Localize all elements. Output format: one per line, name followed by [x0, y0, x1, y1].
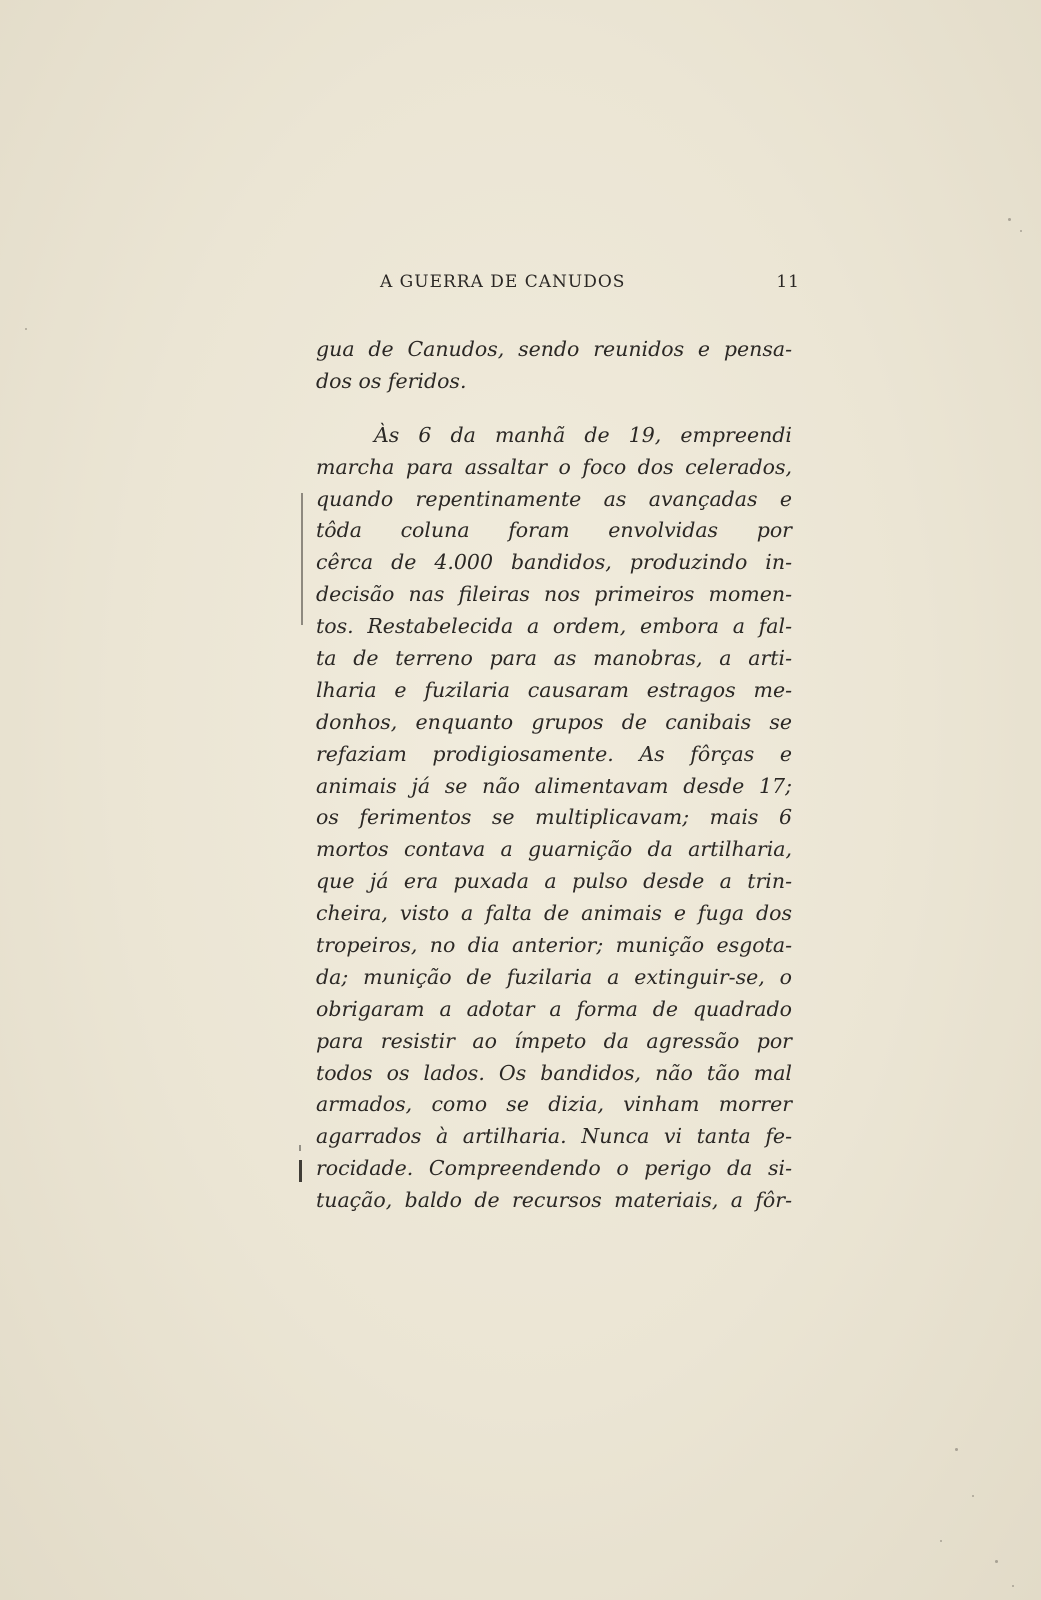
margin-ink-mark — [299, 1160, 302, 1182]
text-line: tos. Restabelecida a ordem, embora a fal- — [316, 614, 792, 639]
running-header — [380, 272, 800, 302]
paper-speck — [972, 1495, 974, 1497]
body-text — [316, 334, 792, 1217]
text-line: para resistir ao ímpeto da agressão por — [316, 1028, 792, 1053]
text-line: cheira, visto a falta de animais e fuga dos — [316, 901, 792, 926]
text-line: armados, como se dizia, vinham morrer — [316, 1092, 792, 1117]
paper-speck — [955, 1448, 958, 1451]
paper-speck — [1020, 230, 1022, 232]
text-line: quando repentinamente as avançadas e — [316, 486, 792, 511]
text-line: dos os feridos. — [316, 368, 467, 393]
page-number: 11 — [776, 272, 800, 292]
text-line: donhos, enquanto grupos de canibais se — [316, 709, 792, 734]
text-line: mortos contava a guarnição da artilharia, — [316, 837, 792, 862]
text-line: tôda coluna foram envolvidas por — [316, 518, 792, 543]
text-line: que já era puxada a pulso desde a trin- — [316, 869, 792, 894]
text-line: Às 6 da manhã de 19, empreendi — [374, 422, 792, 447]
margin-pencil-tick — [299, 1145, 301, 1151]
text-line: tuação, baldo de recursos materiais, a fôr- — [316, 1188, 792, 1213]
text-line: gua de Canudos, sendo reunidos e pensa- — [316, 337, 792, 361]
text-line: refaziam prodigiosamente. As fôrças e — [316, 741, 792, 766]
margin-pencil-line — [301, 493, 303, 625]
text-line: lharia e fuzilaria causaram estragos me- — [316, 677, 792, 702]
text-line: obrigaram a adotar a forma de quadrado — [316, 996, 792, 1021]
text-line: rocidade. Compreendendo o perigo da si- — [316, 1156, 792, 1181]
text-line: decisão nas fileiras nos primeiros momen- — [316, 582, 792, 607]
text-line: da; munição de fuzilaria a extinguir-se, o — [316, 964, 792, 989]
text-line: animais já se não alimentavam desde 17; — [316, 773, 792, 798]
text-line: tropeiros, no dia anterior; munição esgota- — [316, 933, 792, 958]
text-line: cêrca de 4.000 bandidos, produzindo in- — [316, 550, 792, 575]
text-line: ta de terreno para as manobras, a arti- — [316, 646, 792, 671]
paper-speck — [1008, 218, 1011, 221]
paper-speck — [1012, 1585, 1014, 1587]
text-line: os ferimentos se multiplicavam; mais 6 — [316, 805, 792, 830]
text-line: marcha para assaltar o foco dos celerados, — [316, 454, 792, 479]
paper-speck — [25, 328, 27, 330]
text-line: todos os lados. Os bandidos, não tão mal — [316, 1060, 792, 1085]
text-line: agarrados à artilharia. Nunca vi tanta fe- — [316, 1124, 792, 1149]
paper-speck — [995, 1560, 998, 1563]
running-title: A GUERRA DE CANUDOS — [380, 272, 626, 292]
paper-speck — [940, 1540, 942, 1542]
paragraph-gap — [316, 398, 792, 420]
